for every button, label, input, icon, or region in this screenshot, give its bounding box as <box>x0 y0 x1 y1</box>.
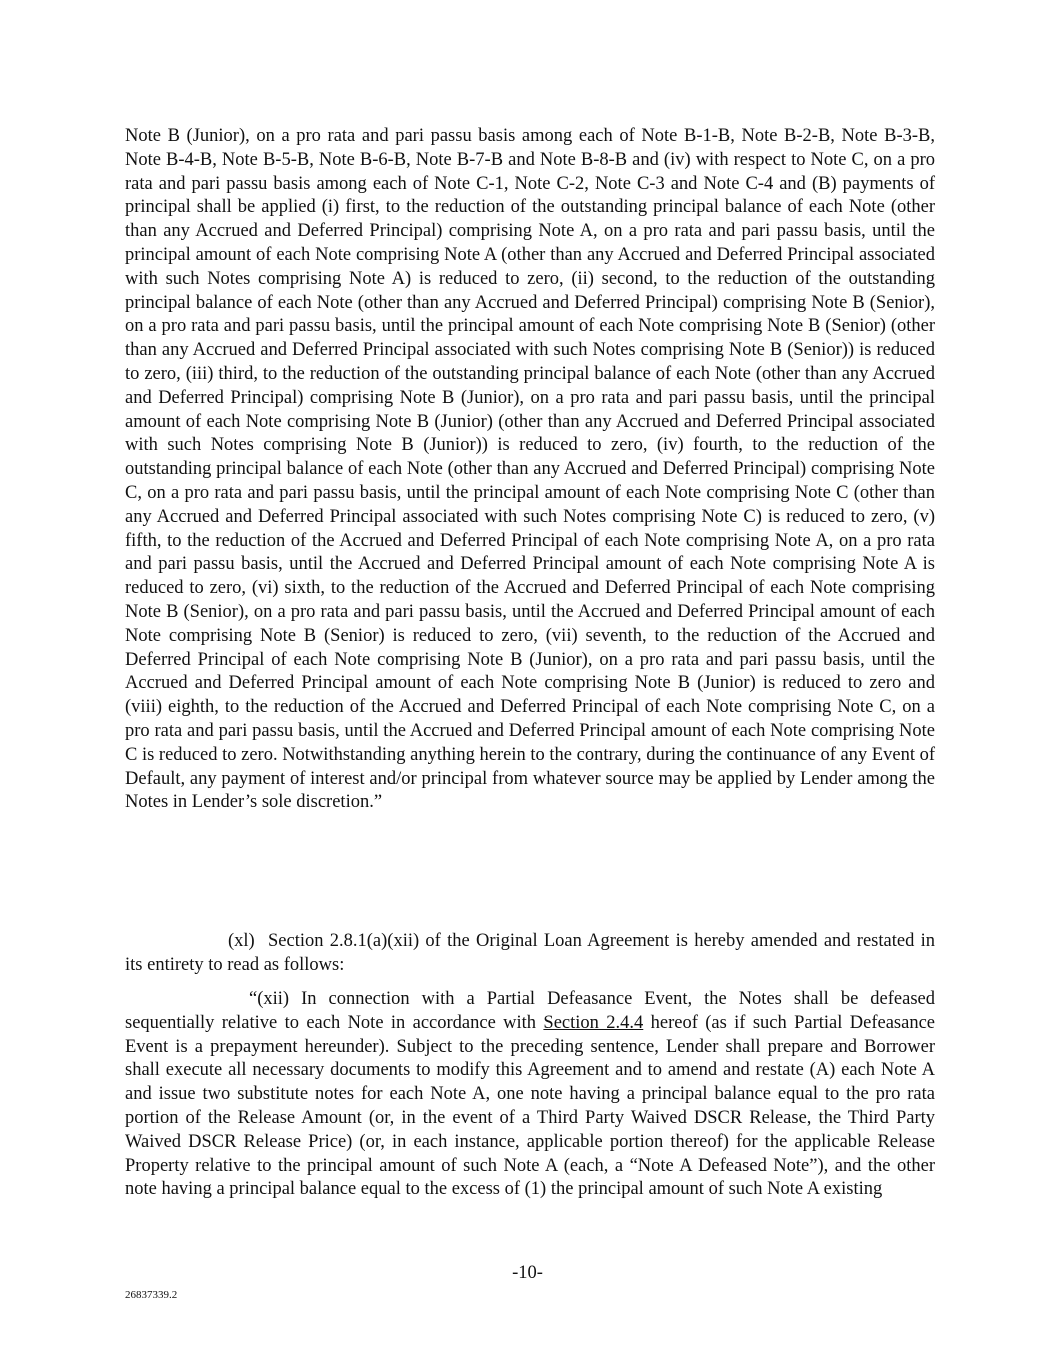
clause-number: (xl) <box>228 931 255 951</box>
page-number: -10- <box>512 1263 543 1283</box>
section-xl-paragraph <box>125 930 935 978</box>
clause-text: Section 2.8.1(a)(xii) of the Original Loan Agreement is hereby amended and restated in its entirety to read as follows: <box>125 931 935 975</box>
quoted-clause-xii-paragraph <box>125 988 935 1202</box>
body-paragraph-continuation: Note B (Junior), on a pro rata and pari passu basis among each of Note B-1-B, Note B-2-B, Note B-3-B, Note B-4-B, Note B-5-B, Note B-6-B, Note B-7-B and Note B-8-B and (iv) with respect to Note C, on a pro rata and pari passu basis among each of Note C-1, Note C-2, Note C-3 and Note C-4 and (B) payments of principal shall be applied (i) first, to the reduction of the outstanding principal balance of each Note (other than any Accrued and Deferred Principal) comprising Note A, on a pro rata and pari passu basis, until the principal amount of each Note comprising Note A (other than any Accrued and Deferred Principal associated with such Notes comprising Note A) is reduced to zero, (ii) second, to the reduction of the outstanding principal balance of each Note (other than any Accrued and Deferred Principal) comprising Note B (Senior), on a pro rata and pari passu basis, until the principal amount of each Note comprising Note B (Senior) (other than any Accrued and Deferred Principal associated with such Notes comprising Note B (Senior)) is reduced to zero, (iii) third, to the reduction of the outstanding principal balance of each Note (other than any Accrued and Deferred Principal) comprising Note B (Junior), on a pro rata and pari passu basis, until the principal amount of each Note comprising Note B (Junior) (other than any Accrued and Deferred Principal associated with such Notes comprising Note B (Junior)) is reduced to zero, (iv) fourth, to the reduction of the outstanding principal balance of each Note (other than any Accrued and Deferred Principal) comprising Note C, on a pro rata and pari passu basis, until the principal amount of each Note comprising Note C (other than any Accrued and Deferred Principal associated with such Notes comprising Note C) is reduced to zero, (v) fifth, to the reduction of the Accrued and Deferred Principal of each Note comprising Note A, on a pro rata and pari passu basis, until the Accrued and Deferred Principal amount of each Note comprising Note A is reduced to zero, (vi) sixth, to the reduction of the Accrued and Deferred Principal of each Note comprising Note B (Senior), on a pro rata and pari passu basis, until the Accrued and Deferred Principal amount of each Note comprising Note B (Senior) is reduced to zero, (vii) seventh, to the reduction of the Accrued and Deferred Principal of each Note comprising Note B (Junior), on a pro rata and pari passu basis, until the Accrued and Deferred Principal amount of each Note comprising Note B (Junior) is reduced to zero and (viii) eighth, to the reduction of the Accrued and Deferred Principal of each Note comprising Note C, on a pro rata and pari passu basis, until the Accrued and Deferred Principal amount of each Note comprising Note C is reduced to zero. Notwithstanding anything herein to the contrary, during the continuance of any Event of Default, any payment of interest and/or principal from whatever source may be applied by Lender among the Notes in Lender’s sole discretion.” <box>125 126 935 813</box>
section-reference: Section 2.4.4 <box>543 1012 644 1033</box>
document-id: 26837339.2 <box>125 1289 178 1301</box>
quoted-clause-lead: “(xii) In connection with a Partial Defeasance Event, the Notes shall be defeased sequentially relative to each Note in accordance with <box>125 989 935 1033</box>
quoted-clause-rest: hereof (as if such Partial Defeasance Event is a prepayment hereunder). Subject to the preceding sentence, Lender shall prepare and Borrower shall execute all necessary documents to modify this Agreement and to amend and restate (A) each Note A and issue two substitute notes for each Note A, one note having a principal balance equal to the pro rata portion of the Release Amount (or, in the event of a Third Party Waived DSCR Release, the Third Party Waived DSCR Release Price) (or, in each instance, applicable portion thereof) for the applicable Release Property relative to the principal amount of such Note A (each, a “Note A Defeased Note”), and the other note having a principal balance equal to the excess of (1) the principal amount of such Note A existing <box>125 1012 935 1200</box>
